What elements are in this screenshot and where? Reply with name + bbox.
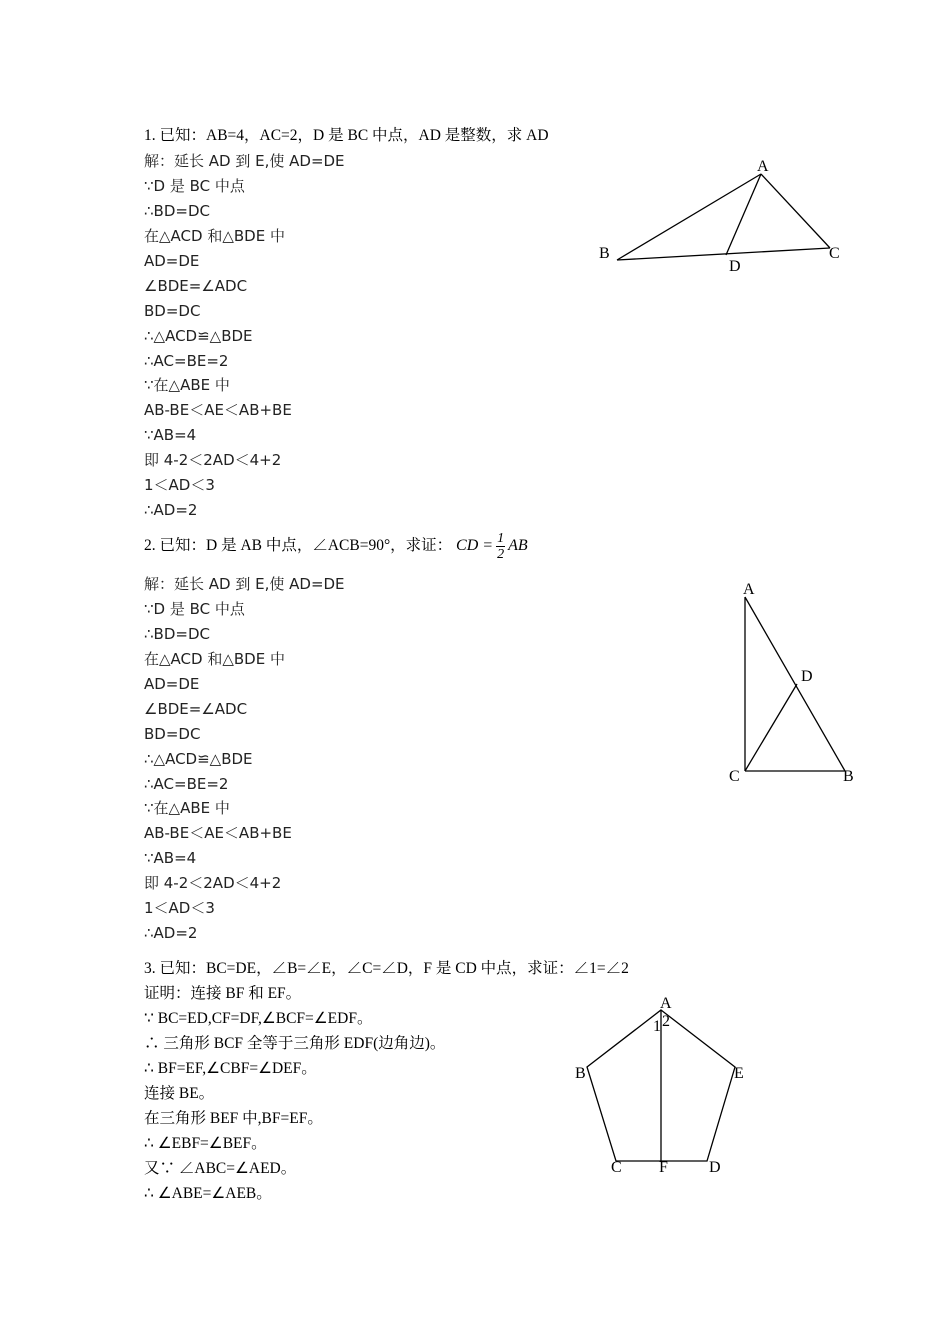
p1-line-6: ∠BDE=∠ADC — [144, 277, 248, 295]
formula-rhs: AB — [508, 537, 528, 554]
fig3-label-A: A — [660, 995, 672, 1012]
segment-BC — [617, 248, 830, 260]
fig1-label-B: B — [599, 245, 610, 262]
p1-line-7: BD=DC — [144, 302, 201, 320]
fig3-label-angle-1: 1 — [653, 1018, 661, 1035]
p2-line-3: ∴BD=DC — [144, 625, 210, 643]
p2-line-14: 1＜AD＜3 — [144, 899, 215, 917]
fig2-label-D: D — [801, 668, 813, 685]
p2-line-9: ∴AC=BE=2 — [144, 775, 229, 793]
p3-line-6: 在三角形 BEF 中,BF=EF。 — [144, 1110, 323, 1127]
p1-line-9: ∴AC=BE=2 — [144, 352, 229, 370]
p3-line-8: 又∵ ∠ABC=∠AED。 — [144, 1160, 297, 1177]
fig1-label-D: D — [729, 258, 741, 275]
p3-line-7: ∴ ∠EBF=∠BEF。 — [144, 1135, 267, 1152]
p2-line-15: ∴AD=2 — [144, 924, 198, 942]
problem-2-statement-text: 2. 已知：D 是 AB 中点，∠ACB=90°，求证： — [144, 537, 453, 554]
p1-line-13: 即 4-2＜2AD＜4+2 — [144, 451, 282, 469]
p1-line-5: AD=DE — [144, 252, 200, 270]
fig3-label-B: B — [575, 1065, 586, 1082]
p1-line-12: ∵AB=4 — [144, 426, 197, 444]
p3-line-9: ∴ ∠ABE=∠AEB。 — [144, 1185, 272, 1202]
p3-line-5: 连接 BE。 — [144, 1085, 215, 1102]
fig3-label-E: E — [734, 1065, 744, 1082]
p1-line-15: ∴AD=2 — [144, 501, 198, 519]
p3-line-2: ∵ BC=ED,CF=DF,∠BCF=∠EDF。 — [144, 1010, 373, 1027]
formula-numerator: 1 — [497, 530, 505, 546]
p2-line-5: AD=DE — [144, 675, 200, 693]
p3-line-4: ∴ BF=EF,∠CBF=∠DEF。 — [144, 1060, 317, 1077]
p3-line-3: ∴ 三角形 BCF 全等于三角形 EDF(边角边)。 — [144, 1035, 446, 1052]
fig3-label-C: C — [611, 1159, 622, 1176]
p2-line-10: ∵在△ABE 中 — [144, 799, 230, 817]
p1-line-1: 解：延长 AD 到 E,使 AD=DE — [144, 152, 345, 170]
problem-3-statement: 3. 已知：BC=DE，∠B=∠E，∠C=∠D，F 是 CD 中点，求证：∠1=∠2 — [144, 960, 629, 977]
formula-denominator: 2 — [497, 546, 505, 562]
figure-1-triangle — [617, 174, 830, 260]
fig3-label-F: F — [659, 1159, 668, 1176]
problem-1-statement: 1. 已知：AB=4，AC=2，D 是 BC 中点，AD 是整数，求 AD — [144, 127, 549, 144]
p1-line-8: ∴△ACD≌△BDE — [144, 327, 253, 345]
fig2-label-B: B — [843, 768, 854, 785]
p2-line-11: AB-BE＜AE＜AB+BE — [144, 824, 292, 842]
p2-line-6: ∠BDE=∠ADC — [144, 700, 248, 718]
p2-line-2: ∵D 是 BC 中点 — [144, 600, 245, 618]
fig1-label-A: A — [757, 158, 769, 175]
fig2-label-A: A — [743, 581, 755, 598]
p1-line-3: ∴BD=DC — [144, 202, 210, 220]
p1-line-2: ∵D 是 BC 中点 — [144, 177, 245, 195]
segment-AB — [617, 174, 761, 260]
figure-2-right-triangle — [745, 597, 845, 771]
p1-line-14: 1＜AD＜3 — [144, 476, 215, 494]
segment-AC — [761, 174, 830, 248]
segment-AD — [726, 174, 761, 255]
segment-CD — [745, 684, 797, 771]
formula-lhs: CD = — [456, 537, 494, 554]
p2-line-8: ∴△ACD≌△BDE — [144, 750, 253, 768]
p2-line-12: ∵AB=4 — [144, 849, 197, 867]
p2-line-7: BD=DC — [144, 725, 201, 743]
fig3-label-angle-2: 2 — [662, 1013, 670, 1030]
p1-line-4: 在△ACD 和△BDE 中 — [144, 227, 285, 245]
p1-line-11: AB-BE＜AE＜AB+BE — [144, 401, 292, 419]
p2-line-4: 在△ACD 和△BDE 中 — [144, 650, 285, 668]
p2-line-1: 解：延长 AD 到 E,使 AD=DE — [144, 575, 345, 593]
fig2-label-C: C — [729, 768, 740, 785]
fig1-label-C: C — [829, 245, 840, 262]
p3-line-1: 证明：连接 BF 和 EF。 — [144, 985, 302, 1002]
fig3-label-D: D — [709, 1159, 721, 1176]
figure-3-pentagon — [587, 1010, 735, 1161]
p2-line-13: 即 4-2＜2AD＜4+2 — [144, 874, 282, 892]
p1-line-10: ∵在△ABE 中 — [144, 376, 230, 394]
